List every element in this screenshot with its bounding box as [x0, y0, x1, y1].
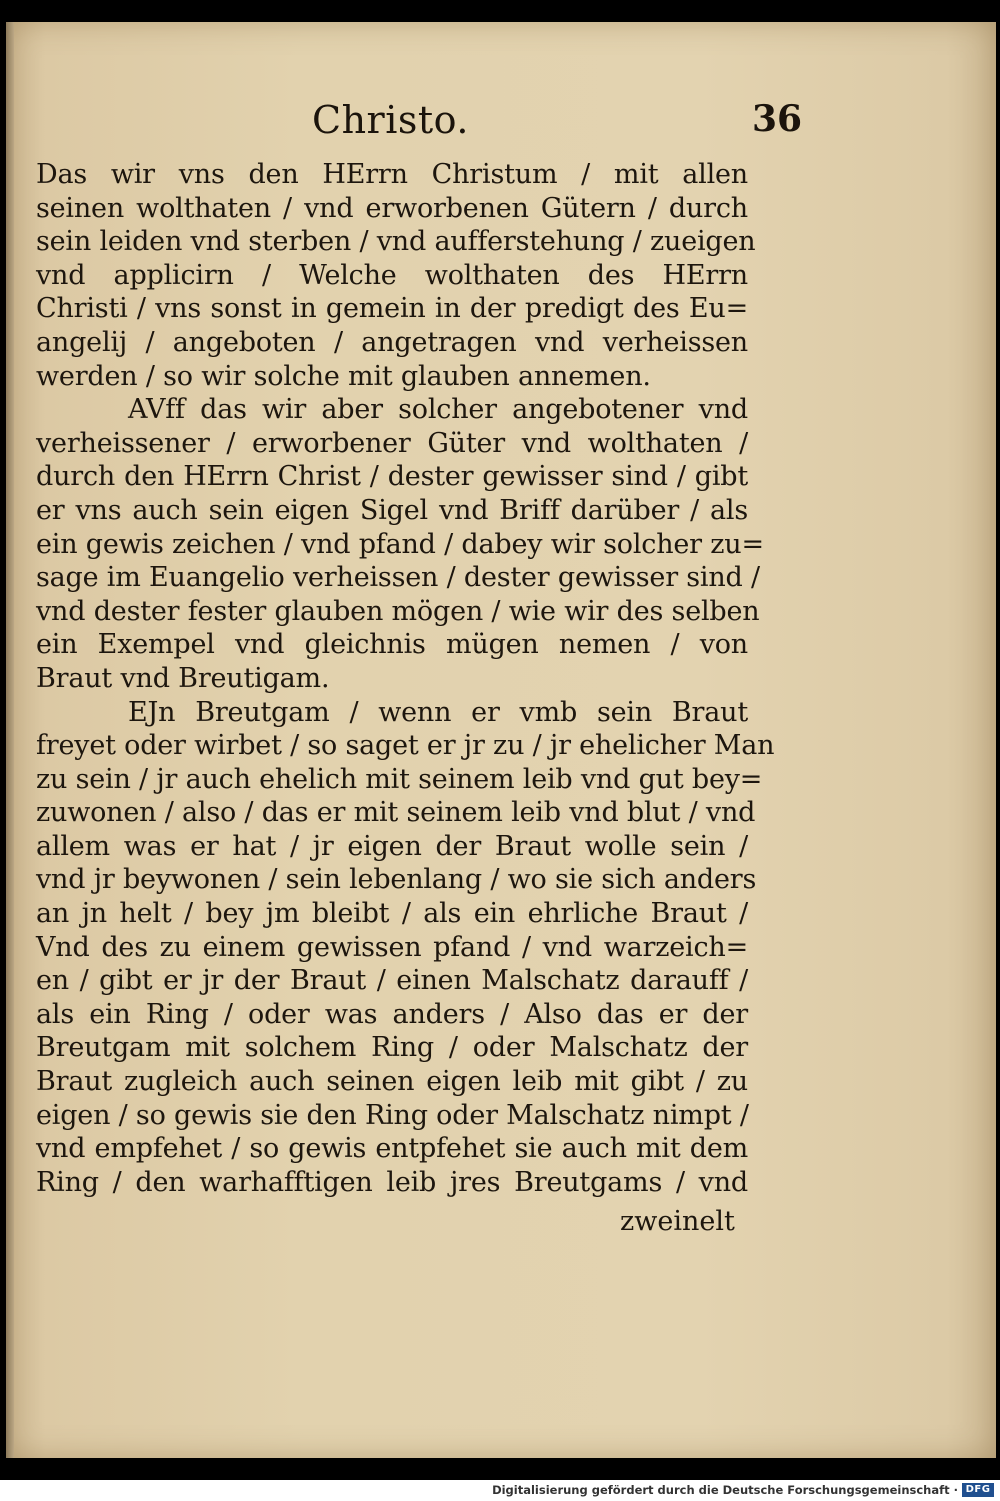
text-line: Vnd des zu einem gewissen pfand / vnd warzeich=	[36, 931, 748, 963]
text-line: angelij / angeboten / angetragen vnd verheissen	[36, 326, 748, 358]
text-line: vnd applicirn / Welche wolthaten des HErrn	[36, 259, 748, 291]
text-line: Das wir vns den HErrn Christum / mit allen	[36, 159, 748, 190]
text-line: Christi / vns sonst in gemein in der predigt des Eu=	[36, 293, 748, 325]
text-line: Braut zugleich auch seinen eigen leib mit gibt / zu	[36, 1066, 748, 1098]
text-line: vnd empfehet / so gewis entpfehet sie auch mit dem	[36, 1133, 748, 1165]
text-line: allem was er hat / jr eigen der Braut wolle sein /	[36, 830, 748, 862]
text-line: vnd dester fester glauben mögen / wie wir des selben	[36, 595, 760, 627]
text-line: er vns auch sein eigen Sigel vnd Briff darüber / als	[36, 494, 748, 526]
page-header	[0, 98, 1000, 148]
text-line: Breutgam mit solchem Ring / oder Malschatz der	[36, 1032, 748, 1064]
text-line: AVff das wir aber solcher angebotener vnd	[128, 394, 748, 426]
text-line: verheissener / erworbener Güter vnd wolthaten /	[36, 427, 748, 459]
dfg-logo: DFG	[962, 1483, 994, 1497]
text-line: Ring / den warhafftigen leib jres Breutgams / vnd	[36, 1166, 748, 1198]
body-text	[36, 158, 775, 1199]
text-line: EJn Breutgam / wenn er vmb sein Braut	[128, 696, 748, 728]
funding-credit: Digitalisierung gefördert durch die Deutsche Forschungsgemeinschaft ·	[492, 1483, 958, 1497]
text-line: sein leiden vnd sterben / vnd aufferstehung / zueigen	[36, 226, 756, 258]
running-head: Christo.	[312, 98, 469, 142]
text-line: vnd jr beywonen / sein lebenlang / wo sie sich anders	[36, 864, 757, 896]
text-line: als ein Ring / oder was anders / Also das er der	[36, 998, 748, 1030]
text-line: durch den HErrn Christ / dester gewisser sind / gibt	[36, 461, 748, 493]
text-line: ein gewis zeichen / vnd pfand / dabey wir solcher zu=	[36, 528, 764, 560]
text-line: en / gibt er jr der Braut / einen Malschatz darauff /	[36, 965, 748, 997]
text-line: Braut vnd Breutigam.	[36, 662, 330, 694]
page-number: 36	[752, 98, 803, 140]
catchword: zweinelt	[620, 1206, 735, 1237]
text-line: freyet oder wirbet / so saget er jr zu / jr ehelicher Man	[36, 730, 775, 762]
text-line: sage im Euangelio verheissen / dester gewisser sind /	[36, 562, 760, 594]
page-edge	[6, 22, 14, 1458]
text-line: seinen wolthaten / vnd erworbenen Gütern / durch	[36, 192, 748, 224]
text-line: zu sein / jr auch ehelich mit seinem leib vnd gut bey=	[36, 763, 763, 795]
text-line: eigen / so gewis sie den Ring oder Malschatz nimpt /	[36, 1099, 749, 1131]
text-line: werden / so wir solche mit glauben annemen.	[36, 360, 651, 392]
text-line: zuwonen / also / das er mit seinem leib vnd blut / vnd	[36, 797, 756, 829]
footer-bar	[0, 1480, 1000, 1501]
text-line: ein Exempel vnd gleichnis mügen nemen / von	[36, 629, 748, 661]
text-line: an jn helt / bey jm bleibt / als ein ehrliche Braut /	[36, 898, 748, 930]
